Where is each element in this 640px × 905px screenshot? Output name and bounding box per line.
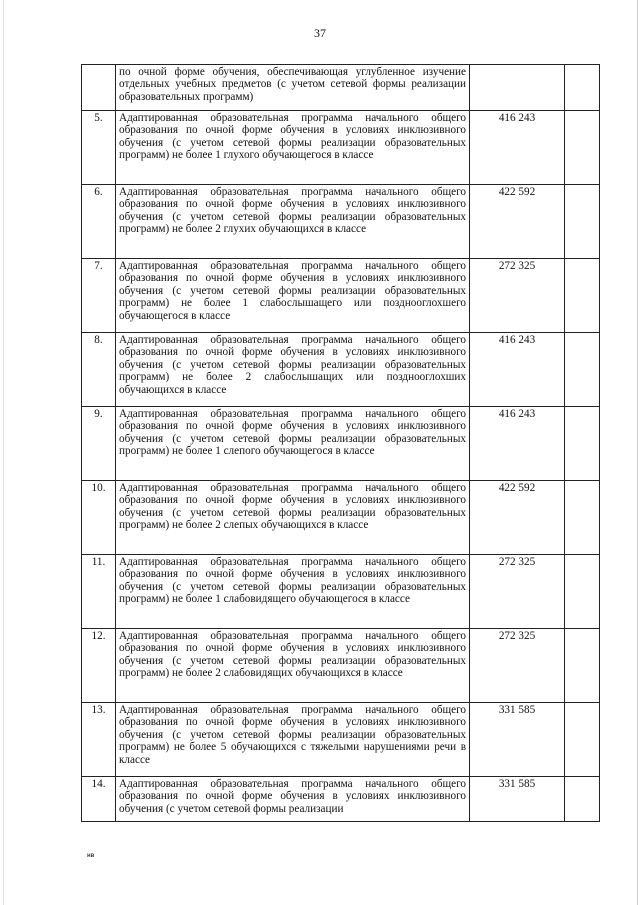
- program-name: Адаптированная образовательная программа начального общего образования по очной форме обучения в условиях инклюзивного обучения (с учетом сетевой формы реализации образовательных программ) не более 1 слепого обучающегося в классе: [116, 407, 470, 481]
- cost-value: 422 592: [470, 481, 565, 555]
- table-row: [82, 629, 600, 703]
- empty-cell: [565, 65, 600, 111]
- table-body: [82, 65, 600, 822]
- empty-cell: [565, 777, 600, 822]
- row-number: 5.: [82, 111, 116, 185]
- program-name: Адаптированная образовательная программа начального общего образования по очной форме обучения в условиях инклюзивного обучения (с учетом сетевой формы реализации: [116, 777, 470, 822]
- table-row: [82, 259, 600, 333]
- cost-value: 272 325: [470, 555, 565, 629]
- table-row: [82, 407, 600, 481]
- table-row: [82, 555, 600, 629]
- empty-cell: [565, 629, 600, 703]
- cost-value: 331 585: [470, 777, 565, 822]
- program-name: Адаптированная образовательная программа начального общего образования по очной форме обучения в условиях инклюзивного обучения (с учетом сетевой формы реализации образовательных программ) не более 2 слабослышащих или позднооглохших обучающихся в классе: [116, 333, 470, 407]
- program-name: Адаптированная образовательная программа начального общего образования по очной форме обучения в условиях инклюзивного обучения (с учетом сетевой формы реализации образовательных программ) не более 1 слабослышащего или позднооглохшего обучающегося в классе: [116, 259, 470, 333]
- program-name: Адаптированная образовательная программа начального общего образования по очной форме обучения в условиях инклюзивного обучения (с учетом сетевой формы реализации образовательных программ) не более 1 слабовидящего обучающегося в классе: [116, 555, 470, 629]
- footer-mark: нв: [87, 853, 95, 859]
- cost-value: [470, 65, 565, 111]
- cost-value: 272 325: [470, 629, 565, 703]
- row-number: 8.: [82, 333, 116, 407]
- program-name: Адаптированная образовательная программа начального общего образования по очной форме обучения в условиях инклюзивного обучения (с учетом сетевой формы реализации образовательных программ) не более 1 глухого обучающегося в классе: [116, 111, 470, 185]
- program-name: по очной форме обучения, обеспечивающая углубленное изучение отдельных учебных предметов (с учетом сетевой формы реализации образовательных программ): [116, 65, 470, 111]
- table-row: [82, 65, 600, 111]
- row-number: 13.: [82, 703, 116, 777]
- program-name: Адаптированная образовательная программа начального общего образования по очной форме обучения в условиях инклюзивного обучения (с учетом сетевой формы реализации образовательных программ) не более 2 слабовидящих обучающихся в классе: [116, 629, 470, 703]
- row-number: 11.: [82, 555, 116, 629]
- table-row: [82, 185, 600, 259]
- table-row: [82, 777, 600, 822]
- cost-value: 331 585: [470, 703, 565, 777]
- cost-value: 272 325: [470, 259, 565, 333]
- row-number: 7.: [82, 259, 116, 333]
- program-name: Адаптированная образовательная программа начального общего образования по очной форме обучения в условиях инклюзивного обучения (с учетом сетевой формы реализации образовательных программ) не более 2 глухих обучающихся в классе: [116, 185, 470, 259]
- program-name: Адаптированная образовательная программа начального общего образования по очной форме обучения в условиях инклюзивного обучения (с учетом сетевой формы реализации образовательных программ) не более 5 обучающихся с тяжелыми нарушениями речи в классе: [116, 703, 470, 777]
- cost-table: [81, 64, 600, 822]
- page-number: 37: [314, 26, 326, 40]
- empty-cell: [565, 259, 600, 333]
- row-number: 14.: [82, 777, 116, 822]
- table-row: [82, 481, 600, 555]
- empty-cell: [565, 555, 600, 629]
- row-number: 10.: [82, 481, 116, 555]
- empty-cell: [565, 407, 600, 481]
- table-row: [82, 333, 600, 407]
- row-number: [82, 65, 116, 111]
- cost-value: 416 243: [470, 333, 565, 407]
- cost-value: 422 592: [470, 185, 565, 259]
- empty-cell: [565, 481, 600, 555]
- empty-cell: [565, 185, 600, 259]
- table-row: [82, 111, 600, 185]
- table-row: [82, 703, 600, 777]
- empty-cell: [565, 111, 600, 185]
- row-number: 6.: [82, 185, 116, 259]
- cost-value: 416 243: [470, 111, 565, 185]
- row-number: 9.: [82, 407, 116, 481]
- empty-cell: [565, 333, 600, 407]
- cost-value: 416 243: [470, 407, 565, 481]
- scan-edge-right: [637, 0, 638, 905]
- program-name: Адаптированная образовательная программа начального общего образования по очной форме обучения в условиях инклюзивного обучения (с учетом сетевой формы реализации образовательных программ) не более 2 слепых обучающихся в классе: [116, 481, 470, 555]
- empty-cell: [565, 703, 600, 777]
- scan-edge-left: [3, 0, 4, 905]
- row-number: 12.: [82, 629, 116, 703]
